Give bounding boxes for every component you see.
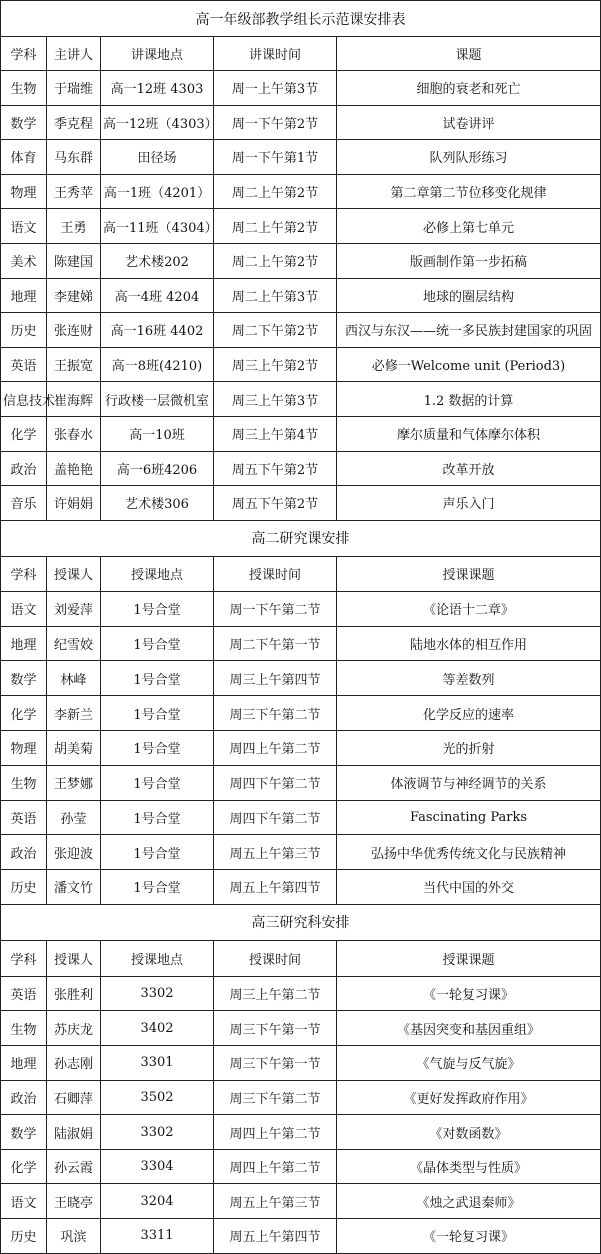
table-cell: 化学 [1,1149,47,1184]
table-cell: 生物 [1,1011,47,1046]
table-cell: 王晓亭 [47,1184,101,1219]
table-cell: 语文 [1,1184,47,1219]
column-header: 授课时间 [214,940,337,976]
table-cell: 周三上午第4节 [214,416,337,451]
table-cell: 高一12班 4303 [101,71,214,106]
table-cell: 数学 [1,1115,47,1150]
table-cell: 孙志刚 [47,1046,101,1081]
table-cell: 周二上午第2节 [214,243,337,278]
table-cell: 美术 [1,243,47,278]
table-cell: 物理 [1,730,47,765]
table-cell: 周三下午第二节 [214,696,337,731]
table-cell: 《烛之武退秦师》 [337,1184,601,1219]
table-cell: 许娟娟 [47,486,101,521]
table-cell: 3304 [101,1149,214,1184]
table-cell: 周一下午第二节 [214,591,337,626]
table-cell: 3502 [101,1080,214,1115]
table-cell: 体育 [1,140,47,175]
table-cell: 周四下午第二节 [214,765,337,800]
table-cell: 张连财 [47,313,101,348]
table-cell: 周四上午第二节 [214,1115,337,1150]
table-cell: 季克程 [47,105,101,140]
table-cell: 1号合堂 [101,800,214,835]
table-row [1,730,601,765]
table-row [1,140,601,175]
table-cell: 《更好发挥政府作用》 [337,1080,601,1115]
table-cell: 1号合堂 [101,591,214,626]
table-cell: 高一10班 [101,416,214,451]
table-cell: 艺术楼306 [101,486,214,521]
section-title: 高一年级部教学组长示范课安排表 [1,1,601,37]
table-cell: 当代中国的外交 [337,870,601,905]
table-cell: 音乐 [1,486,47,521]
table-cell: 3402 [101,1011,214,1046]
table-cell: 政治 [1,451,47,486]
table-cell: 周五上午第四节 [214,870,337,905]
table-cell: 体液调节与神经调节的关系 [337,765,601,800]
table-cell: 3302 [101,1115,214,1150]
table-cell: 1.2 数据的计算 [337,382,601,417]
table-cell: 1号合堂 [101,661,214,696]
table-cell: 第二章第二节位移变化规律 [337,174,601,209]
table-cell: 崔海辉 [47,382,101,417]
table-cell: 周二下午第一节 [214,626,337,661]
table-cell: 马东群 [47,140,101,175]
table-cell: 潘文竹 [47,870,101,905]
table-row [1,347,601,382]
table-cell: 周三下午第二节 [214,1080,337,1115]
column-header: 授课人 [47,940,101,976]
table-cell: 英语 [1,347,47,382]
table-cell: 周三上午第2节 [214,347,337,382]
table-row [1,591,601,626]
table-cell: 历史 [1,313,47,348]
table-cell: 政治 [1,835,47,870]
column-header: 学科 [1,37,47,71]
table-cell: 王梦娜 [47,765,101,800]
table-cell: 地理 [1,278,47,313]
section-title-row [1,904,601,940]
table-row [1,1115,601,1150]
table-cell: 《一轮复习课》 [337,976,601,1011]
section-title-row [1,1,601,37]
table-cell: 化学 [1,696,47,731]
table-cell: 必修上第七单元 [337,209,601,244]
table-cell: 生物 [1,71,47,106]
table-row [1,416,601,451]
table-cell: 田径场 [101,140,214,175]
table-cell: 周二下午第2节 [214,313,337,348]
table-cell: 1号合堂 [101,835,214,870]
table-cell: 试卷讲评 [337,105,601,140]
table-cell: 西汉与东汉——统一多民族封建国家的巩固 [337,313,601,348]
table-cell: 周二上午第2节 [214,209,337,244]
table-cell: 周四下午第二节 [214,800,337,835]
table-cell: 周一下午第1节 [214,140,337,175]
table-cell: 周三下午第一节 [214,1046,337,1081]
header-row [1,556,601,591]
column-header: 授课课题 [337,556,601,591]
section-title-row [1,520,601,556]
table-cell: 数学 [1,661,47,696]
table-cell: 3204 [101,1184,214,1219]
table-cell: 1号合堂 [101,696,214,731]
table-cell: 周一上午第3节 [214,71,337,106]
table-cell: 信息技术 [1,382,47,417]
table-cell: 王振宽 [47,347,101,382]
table-cell: 高一11班（4304） [101,209,214,244]
column-header: 课题 [337,37,601,71]
table-cell: 周五上午第三节 [214,835,337,870]
table-cell: 周四上午第二节 [214,730,337,765]
table-cell: 《气旋与反气旋》 [337,1046,601,1081]
table-cell: 队列队形练习 [337,140,601,175]
table-row [1,696,601,731]
table-cell: 张胜利 [47,976,101,1011]
table-cell: 艺术楼202 [101,243,214,278]
table-cell: 周五下午第2节 [214,451,337,486]
table-cell: 苏庆龙 [47,1011,101,1046]
table-row [1,626,601,661]
table-row [1,313,601,348]
table-cell: 陆地水体的相互作用 [337,626,601,661]
table-cell: 胡美菊 [47,730,101,765]
column-header: 授课地点 [101,556,214,591]
header-row [1,940,601,976]
table-row [1,278,601,313]
table-cell: 1号合堂 [101,730,214,765]
table-cell: 巩滨 [47,1219,101,1254]
table-cell: 1号合堂 [101,870,214,905]
table-row [1,976,601,1011]
table-row [1,1184,601,1219]
table-cell: 历史 [1,1219,47,1254]
table-cell: 陆淑娟 [47,1115,101,1150]
table-cell: 地球的圈层结构 [337,278,601,313]
column-header: 授课人 [47,556,101,591]
column-header: 讲课时间 [214,37,337,71]
table-cell: 李建娣 [47,278,101,313]
table-cell: 《一轮复习课》 [337,1219,601,1254]
table-row [1,765,601,800]
table-cell: 版画制作第一步拓稿 [337,243,601,278]
table-cell: 周三下午第一节 [214,1011,337,1046]
column-header: 学科 [1,556,47,591]
table-row [1,835,601,870]
column-header: 讲课地点 [101,37,214,71]
table-cell: 周一下午第2节 [214,105,337,140]
table-cell: 陈建国 [47,243,101,278]
table-cell: 张春水 [47,416,101,451]
table-row [1,71,601,106]
table-cell: 周五上午第三节 [214,1184,337,1219]
column-header: 主讲人 [47,37,101,71]
table-cell: 1号合堂 [101,765,214,800]
table-cell: 3311 [101,1219,214,1254]
table-cell: 石卿萍 [47,1080,101,1115]
table-cell: 高一4班 4204 [101,278,214,313]
table-cell: 高一6班4206 [101,451,214,486]
table-cell: 弘扬中华优秀传统文化与民族精神 [337,835,601,870]
table-cell: 高一1班（4201） [101,174,214,209]
table-cell: 行政楼一层微机室 [101,382,214,417]
table-row [1,209,601,244]
table-row [1,1080,601,1115]
table-cell: 必修一Welcome unit (Period3) [337,347,601,382]
table-cell: 化学 [1,416,47,451]
table-cell: 细胞的衰老和死亡 [337,71,601,106]
header-row [1,37,601,71]
table-row [1,800,601,835]
table-cell: 物理 [1,174,47,209]
table-cell: 高一12班（4303） [101,105,214,140]
table-cell: 英语 [1,800,47,835]
table-cell: 王秀苹 [47,174,101,209]
column-header: 授课时间 [214,556,337,591]
table-cell: 《基因突变和基因重组》 [337,1011,601,1046]
table-cell: 历史 [1,870,47,905]
table-cell: 等差数列 [337,661,601,696]
table-cell: 3302 [101,976,214,1011]
table-cell: 高一16班 4402 [101,313,214,348]
table-cell: 林峰 [47,661,101,696]
table-cell: 声乐入门 [337,486,601,521]
table-cell: 光的折射 [337,730,601,765]
table-cell: 高一8班(4210) [101,347,214,382]
table-cell: 孙云霞 [47,1149,101,1184]
table-cell: 数学 [1,105,47,140]
table-cell: 孙莹 [47,800,101,835]
table-cell: 摩尔质量和气体摩尔体积 [337,416,601,451]
table-cell: 王勇 [47,209,101,244]
table-cell: 周二上午第3节 [214,278,337,313]
column-header: 授课地点 [101,940,214,976]
table-cell: 地理 [1,1046,47,1081]
table-row [1,1219,601,1254]
table-cell: 周三上午第四节 [214,661,337,696]
table-cell: 张迎波 [47,835,101,870]
table-cell: 3301 [101,1046,214,1081]
table-cell: 盖艳艳 [47,451,101,486]
table-row [1,105,601,140]
section-title: 高二研究课安排 [1,520,601,556]
table-row [1,1011,601,1046]
table-cell: 化学反应的速率 [337,696,601,731]
table-cell: 李新兰 [47,696,101,731]
table-cell: 于瑞维 [47,71,101,106]
table-row [1,1046,601,1081]
table-row [1,382,601,417]
table-row [1,243,601,278]
table-cell: 语文 [1,209,47,244]
table-cell: 《晶体类型与性质》 [337,1149,601,1184]
table-cell: Fascinating Parks [337,800,601,835]
table-cell: 周二上午第2节 [214,174,337,209]
table-cell: 生物 [1,765,47,800]
table-cell: 纪雪姣 [47,626,101,661]
table-row [1,661,601,696]
table-cell: 周五下午第2节 [214,486,337,521]
table-cell: 1号合堂 [101,626,214,661]
table-cell: 改革开放 [337,451,601,486]
table-row [1,870,601,905]
table-cell: 英语 [1,976,47,1011]
column-header: 学科 [1,940,47,976]
column-header: 授课课题 [337,940,601,976]
table-cell: 刘爱萍 [47,591,101,626]
table-row [1,1149,601,1184]
table-cell: 《论语十二章》 [337,591,601,626]
table-cell: 周四上午第二节 [214,1149,337,1184]
table-cell: 周三上午第3节 [214,382,337,417]
table-row [1,451,601,486]
table-cell: 地理 [1,626,47,661]
table-row [1,486,601,521]
section-title: 高三研究科安排 [1,904,601,940]
table-cell: 《对数函数》 [337,1115,601,1150]
table-cell: 语文 [1,591,47,626]
table-row [1,174,601,209]
table-cell: 政治 [1,1080,47,1115]
table-cell: 周五上午第四节 [214,1219,337,1254]
table-cell: 周三上午第二节 [214,976,337,1011]
